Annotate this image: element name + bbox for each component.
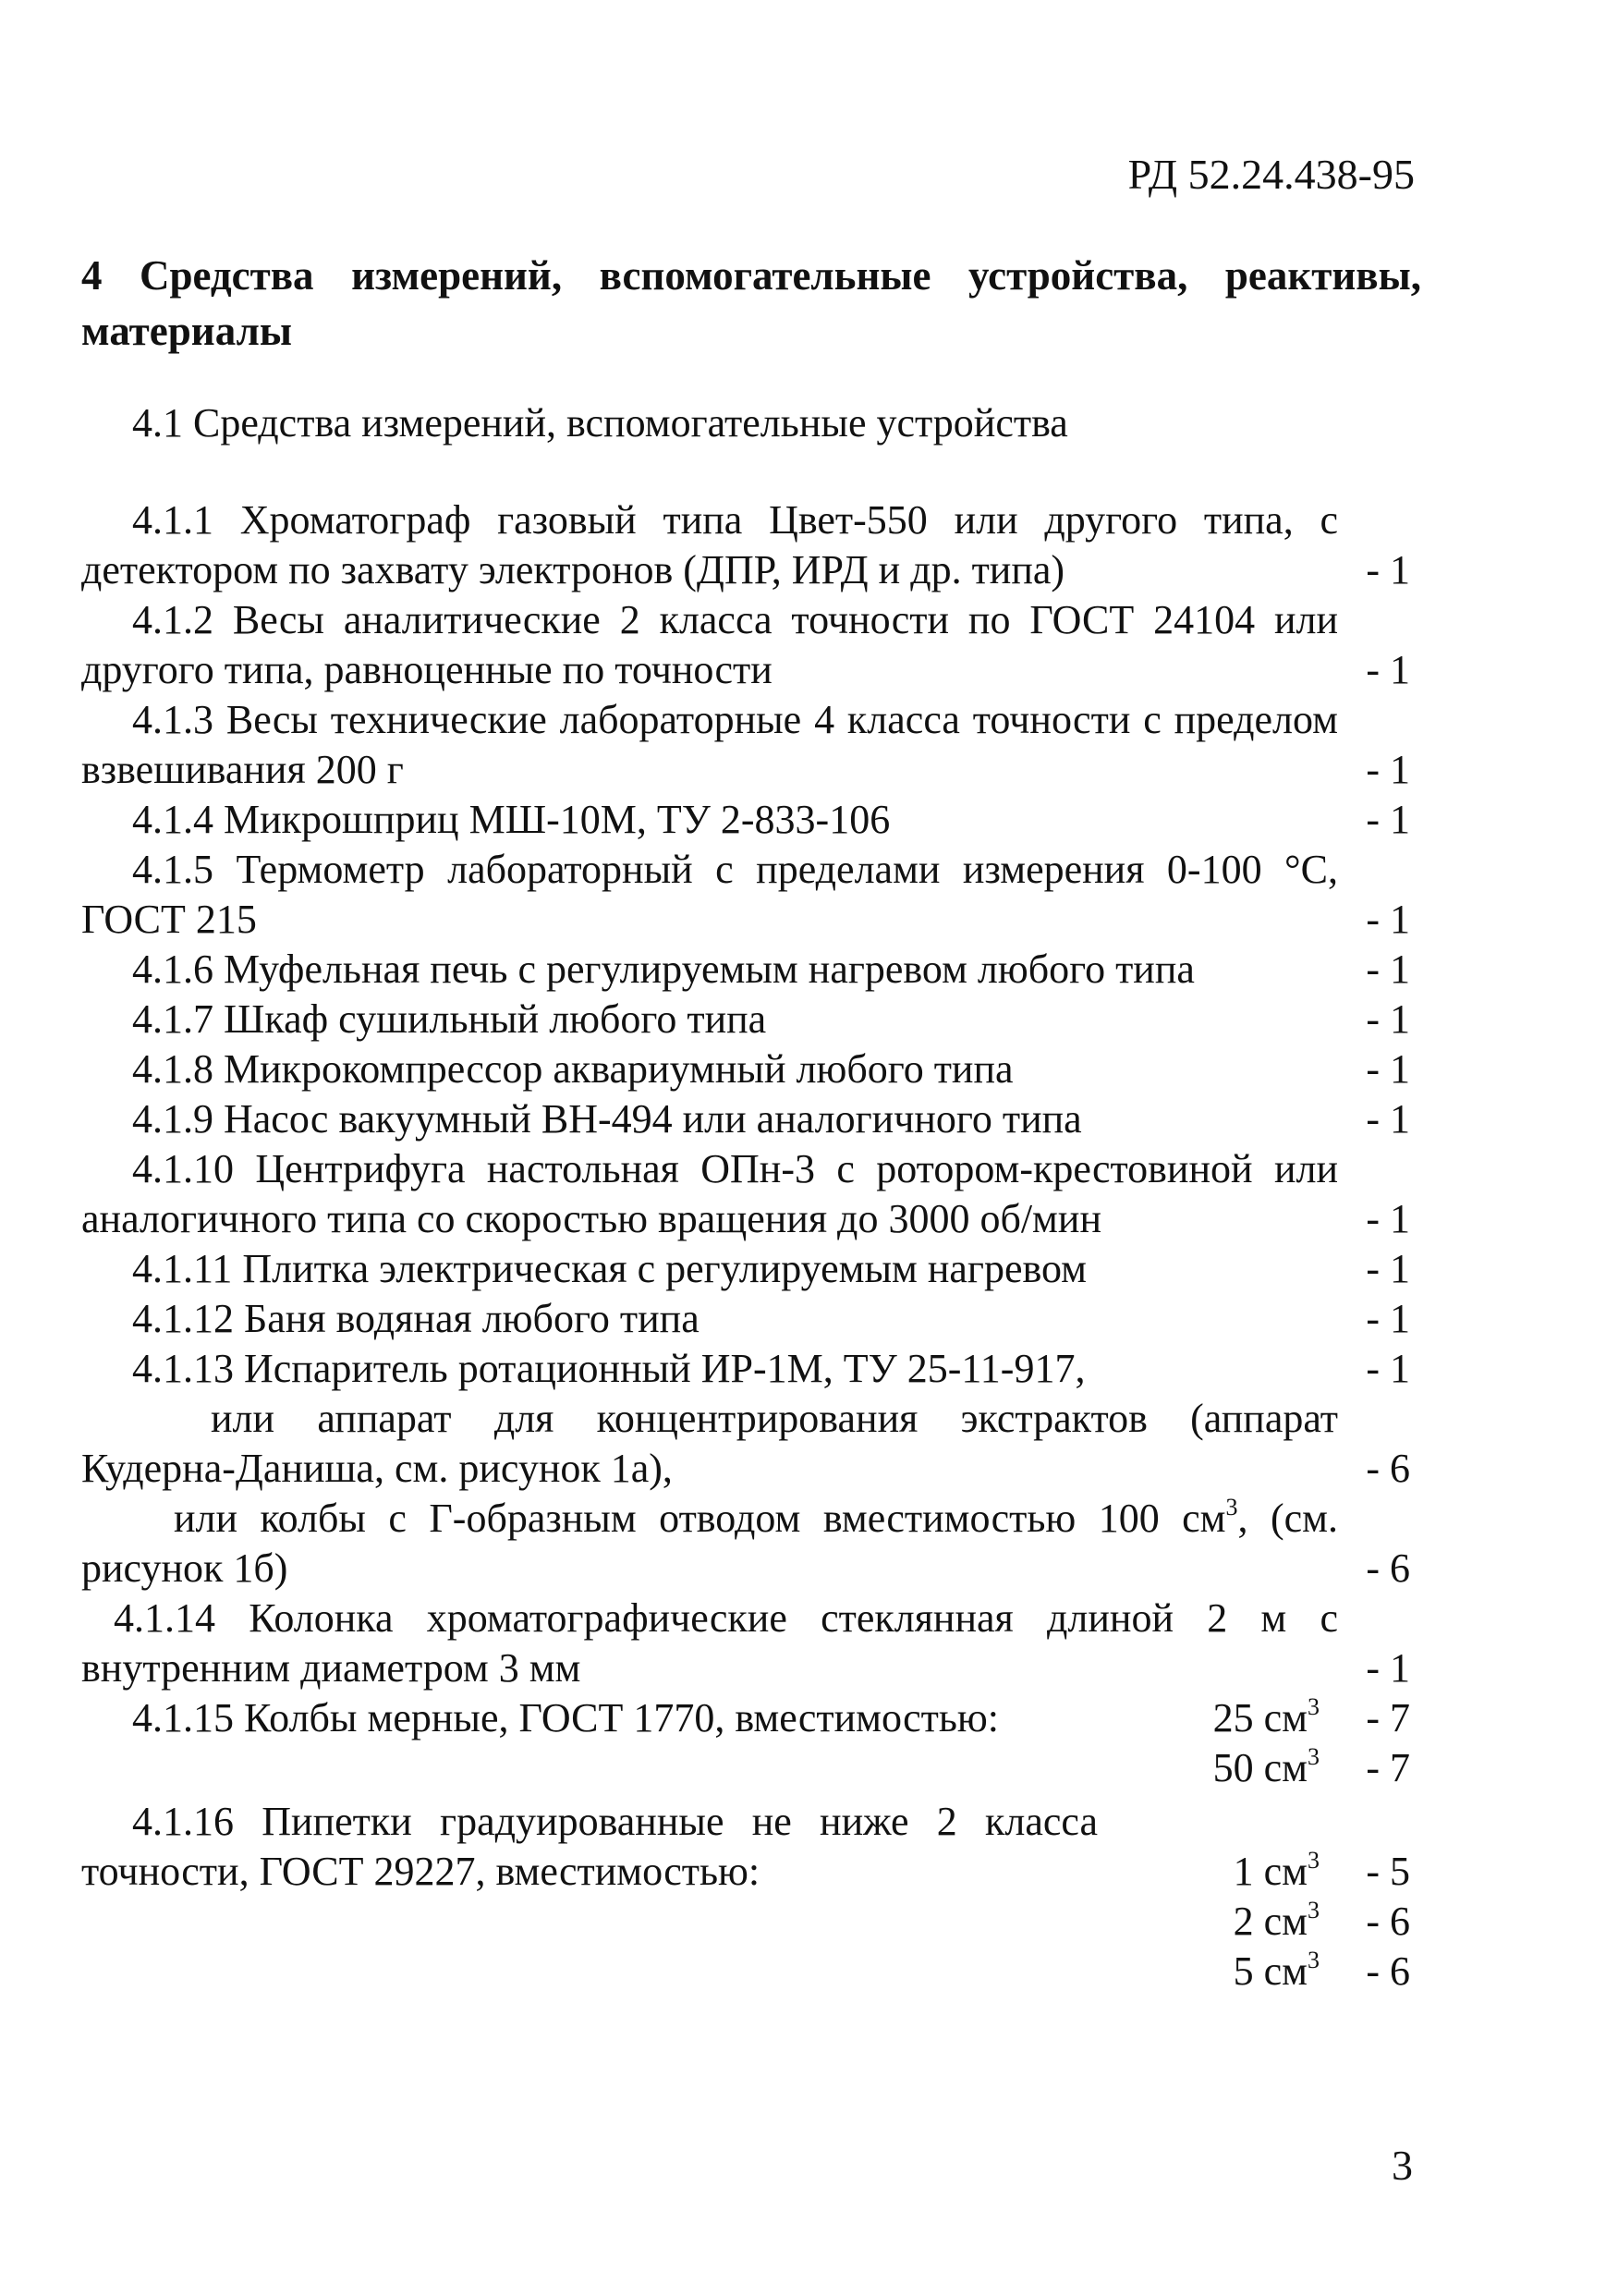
item-quantity: - 5 <box>1366 1849 1410 1894</box>
list-item <box>81 1693 1421 1793</box>
item-quantity: - 6 <box>1366 1446 1410 1491</box>
item-quantity: - 6 <box>1366 1948 1410 1994</box>
list-item <box>81 695 1421 795</box>
item-quantity: - 1 <box>1366 1046 1410 1092</box>
section-title: 4 Средства измерений, вспомогательные устройства, реактивы, материалы <box>81 252 1421 354</box>
item-text: 4.1.3 Весы технические лабораторные 4 класса точности с пределом взвешивания 200 г <box>81 697 1338 792</box>
item-text: 4.1.11 Плитка электрическая с регулируемым нагревом <box>132 1246 1087 1291</box>
list-item <box>81 1294 1421 1344</box>
volume: 5 $см^3$ <box>1233 1947 1320 1994</box>
volume: 2 $см^3$ <box>1233 1897 1320 1944</box>
item-text: 4.1.9 Насос вакуумный ВН-494 или аналогичного типа <box>132 1096 1082 1142</box>
volume-row <box>81 1947 1421 1997</box>
list-item <box>81 795 1421 845</box>
superscript: 3 <box>1308 1947 1320 1973</box>
superscript: 3 <box>1308 1847 1320 1874</box>
item-text: или аппарат для концентрирования экстрактов (аппарат Кудерна-Даниша, см. рисунок 1а), <box>81 1396 1338 1491</box>
list-item <box>81 1394 1421 1494</box>
item-quantity: - 6 <box>1366 1899 1410 1944</box>
volume-row <box>81 1693 1421 1743</box>
item-quantity: - 1 <box>1366 897 1410 942</box>
item-text: 4.1.14 Колонка хроматографические стеклянная длиной 2 м с внутренним диаметром 3 мм <box>81 1595 1338 1691</box>
volume-row <box>81 1847 1421 1897</box>
item-text: 4.1.4 Микрошприц МШ-10М, ТУ 2-833-106 <box>132 797 891 842</box>
doc-code: РД 52.24.438-95 <box>1127 151 1415 198</box>
item-quantity: - 1 <box>1366 1645 1410 1691</box>
list-item <box>81 1044 1421 1094</box>
item-text: 4.1.8 Микрокомпрессор аквариумный любого типа <box>132 1046 1014 1092</box>
item-text: 4.1.13 Испаритель ротационный ИР-1М, ТУ 25-11-917, <box>132 1346 1086 1391</box>
item-quantity: - 1 <box>1366 996 1410 1042</box>
equipment-list <box>81 495 1421 1997</box>
volume: 50 $см^3$ <box>1212 1743 1320 1790</box>
item-quantity: - 6 <box>1366 1545 1410 1591</box>
list-item <box>81 1594 1421 1693</box>
item-quantity: - 1 <box>1366 1346 1410 1391</box>
item-text: 4.1.7 Шкаф сушильный любого типа <box>132 996 767 1042</box>
item-quantity: - 1 <box>1366 747 1410 792</box>
item-text-part: или колбы с Г-образным отводом вместимостью 100 см <box>174 1496 1226 1541</box>
item-text: 4.1.10 Центрифуга настольная ОПн-3 с ротором-крестовиной или аналогичного типа со скоростью вращения до 3000 об/мин <box>81 1146 1338 1241</box>
volume: 25 $см^3$ <box>1212 1693 1320 1740</box>
list-item <box>81 1494 1421 1594</box>
list-item <box>81 495 1421 595</box>
item-text: 4.1.16 Пипетки градуированные не ниже 2 класса точности, ГОСТ 29227, вместимостью: <box>81 1799 1098 1894</box>
list-item <box>81 1244 1421 1294</box>
item-text: 4.1.2 Весы аналитические 2 класса точности по ГОСТ 24104 или другого типа, равноценные по точности <box>81 597 1338 692</box>
subsection-title: 4.1 Средства измерений, вспомогательные устройства <box>132 400 1068 446</box>
superscript: 3 <box>1308 1693 1320 1720</box>
item-text: 4.1.15 Колбы мерные, ГОСТ 1770, вместимостью: <box>132 1695 1000 1740</box>
list-item <box>81 1144 1421 1244</box>
list-item <box>81 1344 1421 1394</box>
item-quantity: - 1 <box>1366 1196 1410 1241</box>
volume-row <box>81 1897 1421 1947</box>
volume-row <box>81 1743 1421 1793</box>
list-item <box>81 945 1421 995</box>
list-item <box>81 1797 1421 1997</box>
list-item <box>81 995 1421 1044</box>
item-quantity: - 1 <box>1366 647 1410 692</box>
superscript: 3 <box>1308 1897 1320 1924</box>
item-quantity: - 7 <box>1366 1745 1410 1790</box>
item-quantity: - 1 <box>1366 1246 1410 1291</box>
list-item <box>81 845 1421 945</box>
item-quantity: - 1 <box>1366 1296 1410 1341</box>
item-text <box>81 1494 1421 1594</box>
volume: 1 $см^3$ <box>1233 1847 1320 1894</box>
item-text-part: , (см. рисунок 1б) <box>81 1496 1338 1591</box>
item-text: 4.1.5 Термометр лабораторный с пределами измерения 0-100 °С, ГОСТ 215 <box>81 847 1338 942</box>
item-quantity: - 1 <box>1366 547 1410 592</box>
item-text: 4.1.12 Баня водяная любого типа <box>132 1296 700 1341</box>
item-quantity: - 1 <box>1366 1096 1410 1142</box>
superscript: 3 <box>1308 1743 1320 1770</box>
page-number: 3 <box>1392 2142 1413 2189</box>
item-text: 4.1.6 Муфельная печь с регулируемым нагревом любого типа <box>132 946 1195 992</box>
item-quantity: - 7 <box>1366 1695 1410 1740</box>
superscript: 3 <box>1225 1494 1238 1520</box>
item-text: 4.1.1 Хроматограф газовый типа Цвет-550 или другого типа, с детектором по захвату электронов (ДПР, ИРД и др. типа) <box>81 497 1338 592</box>
item-quantity: - 1 <box>1366 797 1410 842</box>
list-item <box>81 1094 1421 1144</box>
list-item <box>81 595 1421 695</box>
item-quantity: - 1 <box>1366 946 1410 992</box>
